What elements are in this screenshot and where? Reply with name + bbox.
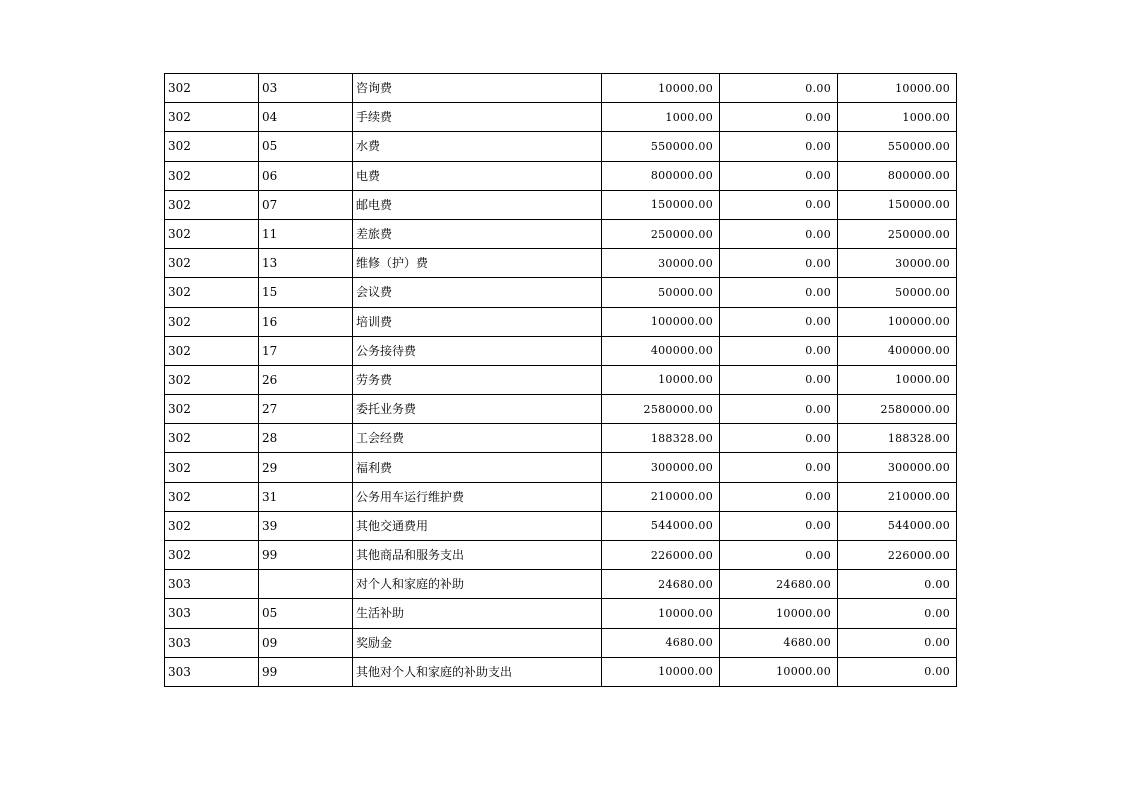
table-row	[165, 249, 957, 278]
table-row	[165, 336, 957, 365]
table-body	[165, 74, 957, 687]
item-code-cell: 07	[259, 190, 353, 219]
project-amount-cell: 544000.00	[838, 511, 957, 540]
item-code-cell: 05	[259, 132, 353, 161]
basic-amount-cell: 10000.00	[720, 599, 838, 628]
project-amount-cell: 0.00	[838, 657, 957, 686]
total-amount-cell: 1000.00	[602, 103, 720, 132]
class-code-cell: 302	[165, 249, 259, 278]
class-code-cell: 302	[165, 219, 259, 248]
project-amount-cell: 550000.00	[838, 132, 957, 161]
total-amount-cell: 100000.00	[602, 307, 720, 336]
basic-amount-cell: 0.00	[720, 190, 838, 219]
basic-amount-cell: 0.00	[720, 424, 838, 453]
item-code-cell: 29	[259, 453, 353, 482]
item-name-cell: 劳务费	[353, 365, 602, 394]
item-code-cell: 39	[259, 511, 353, 540]
item-name-cell: 工会经费	[353, 424, 602, 453]
item-code-cell: 27	[259, 395, 353, 424]
table-row	[165, 190, 957, 219]
total-amount-cell: 188328.00	[602, 424, 720, 453]
class-code-cell: 302	[165, 482, 259, 511]
total-amount-cell: 250000.00	[602, 219, 720, 248]
item-name-cell: 公务接待费	[353, 336, 602, 365]
class-code-cell: 302	[165, 278, 259, 307]
total-amount-cell: 226000.00	[602, 541, 720, 570]
class-code-cell: 302	[165, 103, 259, 132]
project-amount-cell: 150000.00	[838, 190, 957, 219]
item-code-cell: 11	[259, 219, 353, 248]
item-name-cell: 福利费	[353, 453, 602, 482]
item-code-cell: 31	[259, 482, 353, 511]
class-code-cell: 302	[165, 307, 259, 336]
basic-amount-cell: 0.00	[720, 161, 838, 190]
table-row	[165, 103, 957, 132]
item-name-cell: 电费	[353, 161, 602, 190]
item-name-cell: 对个人和家庭的补助	[353, 570, 602, 599]
total-amount-cell: 210000.00	[602, 482, 720, 511]
project-amount-cell: 226000.00	[838, 541, 957, 570]
total-amount-cell: 10000.00	[602, 657, 720, 686]
item-code-cell	[259, 570, 353, 599]
item-name-cell: 其他商品和服务支出	[353, 541, 602, 570]
basic-amount-cell: 24680.00	[720, 570, 838, 599]
table-row	[165, 599, 957, 628]
item-name-cell: 手续费	[353, 103, 602, 132]
table-row	[165, 453, 957, 482]
project-amount-cell: 400000.00	[838, 336, 957, 365]
total-amount-cell: 4680.00	[602, 628, 720, 657]
item-code-cell: 26	[259, 365, 353, 394]
project-amount-cell: 250000.00	[838, 219, 957, 248]
item-name-cell: 维修（护）费	[353, 249, 602, 278]
item-name-cell: 培训费	[353, 307, 602, 336]
basic-amount-cell: 0.00	[720, 249, 838, 278]
basic-amount-cell: 0.00	[720, 336, 838, 365]
item-name-cell: 咨询费	[353, 74, 602, 103]
total-amount-cell: 400000.00	[602, 336, 720, 365]
class-code-cell: 303	[165, 599, 259, 628]
item-code-cell: 09	[259, 628, 353, 657]
class-code-cell: 303	[165, 570, 259, 599]
table-row	[165, 424, 957, 453]
total-amount-cell: 300000.00	[602, 453, 720, 482]
table-row	[165, 219, 957, 248]
item-name-cell: 奖励金	[353, 628, 602, 657]
basic-amount-cell: 0.00	[720, 541, 838, 570]
table-row	[165, 570, 957, 599]
class-code-cell: 302	[165, 453, 259, 482]
basic-amount-cell: 10000.00	[720, 657, 838, 686]
table-row	[165, 307, 957, 336]
class-code-cell: 302	[165, 161, 259, 190]
project-amount-cell: 2580000.00	[838, 395, 957, 424]
total-amount-cell: 2580000.00	[602, 395, 720, 424]
item-name-cell: 差旅费	[353, 219, 602, 248]
project-amount-cell: 188328.00	[838, 424, 957, 453]
total-amount-cell: 30000.00	[602, 249, 720, 278]
total-amount-cell: 10000.00	[602, 599, 720, 628]
total-amount-cell: 50000.00	[602, 278, 720, 307]
class-code-cell: 302	[165, 511, 259, 540]
item-name-cell: 公务用车运行维护费	[353, 482, 602, 511]
project-amount-cell: 10000.00	[838, 74, 957, 103]
item-code-cell: 05	[259, 599, 353, 628]
table-row	[165, 657, 957, 686]
item-code-cell: 15	[259, 278, 353, 307]
basic-amount-cell: 0.00	[720, 74, 838, 103]
total-amount-cell: 150000.00	[602, 190, 720, 219]
basic-amount-cell: 0.00	[720, 278, 838, 307]
item-name-cell: 邮电费	[353, 190, 602, 219]
class-code-cell: 302	[165, 74, 259, 103]
item-code-cell: 99	[259, 541, 353, 570]
basic-amount-cell: 0.00	[720, 219, 838, 248]
class-code-cell: 302	[165, 541, 259, 570]
project-amount-cell: 10000.00	[838, 365, 957, 394]
total-amount-cell: 544000.00	[602, 511, 720, 540]
project-amount-cell: 1000.00	[838, 103, 957, 132]
table-row	[165, 132, 957, 161]
total-amount-cell: 800000.00	[602, 161, 720, 190]
table-row	[165, 511, 957, 540]
table-row	[165, 482, 957, 511]
class-code-cell: 303	[165, 628, 259, 657]
basic-amount-cell: 0.00	[720, 395, 838, 424]
item-name-cell: 生活补助	[353, 599, 602, 628]
class-code-cell: 302	[165, 132, 259, 161]
project-amount-cell: 0.00	[838, 628, 957, 657]
project-amount-cell: 50000.00	[838, 278, 957, 307]
project-amount-cell: 800000.00	[838, 161, 957, 190]
basic-amount-cell: 0.00	[720, 307, 838, 336]
item-name-cell: 其他交通费用	[353, 511, 602, 540]
item-code-cell: 99	[259, 657, 353, 686]
total-amount-cell: 10000.00	[602, 365, 720, 394]
item-name-cell: 其他对个人和家庭的补助支出	[353, 657, 602, 686]
table-row	[165, 74, 957, 103]
table-row	[165, 395, 957, 424]
item-code-cell: 13	[259, 249, 353, 278]
item-name-cell: 水费	[353, 132, 602, 161]
item-name-cell: 委托业务费	[353, 395, 602, 424]
table-row	[165, 278, 957, 307]
table-row	[165, 161, 957, 190]
total-amount-cell: 10000.00	[602, 74, 720, 103]
item-name-cell: 会议费	[353, 278, 602, 307]
basic-amount-cell: 0.00	[720, 511, 838, 540]
class-code-cell: 302	[165, 395, 259, 424]
table-row	[165, 541, 957, 570]
basic-amount-cell: 0.00	[720, 132, 838, 161]
project-amount-cell: 30000.00	[838, 249, 957, 278]
class-code-cell: 302	[165, 336, 259, 365]
class-code-cell: 302	[165, 190, 259, 219]
total-amount-cell: 24680.00	[602, 570, 720, 599]
project-amount-cell: 210000.00	[838, 482, 957, 511]
item-code-cell: 04	[259, 103, 353, 132]
basic-amount-cell: 0.00	[720, 482, 838, 511]
table-row	[165, 365, 957, 394]
expenditure-table	[164, 73, 957, 687]
project-amount-cell: 300000.00	[838, 453, 957, 482]
item-code-cell: 03	[259, 74, 353, 103]
item-code-cell: 16	[259, 307, 353, 336]
class-code-cell: 303	[165, 657, 259, 686]
basic-amount-cell: 4680.00	[720, 628, 838, 657]
item-code-cell: 06	[259, 161, 353, 190]
basic-amount-cell: 0.00	[720, 103, 838, 132]
basic-amount-cell: 0.00	[720, 453, 838, 482]
class-code-cell: 302	[165, 365, 259, 394]
project-amount-cell: 100000.00	[838, 307, 957, 336]
project-amount-cell: 0.00	[838, 599, 957, 628]
table-row	[165, 628, 957, 657]
project-amount-cell: 0.00	[838, 570, 957, 599]
item-code-cell: 17	[259, 336, 353, 365]
total-amount-cell: 550000.00	[602, 132, 720, 161]
class-code-cell: 302	[165, 424, 259, 453]
item-code-cell: 28	[259, 424, 353, 453]
basic-amount-cell: 0.00	[720, 365, 838, 394]
